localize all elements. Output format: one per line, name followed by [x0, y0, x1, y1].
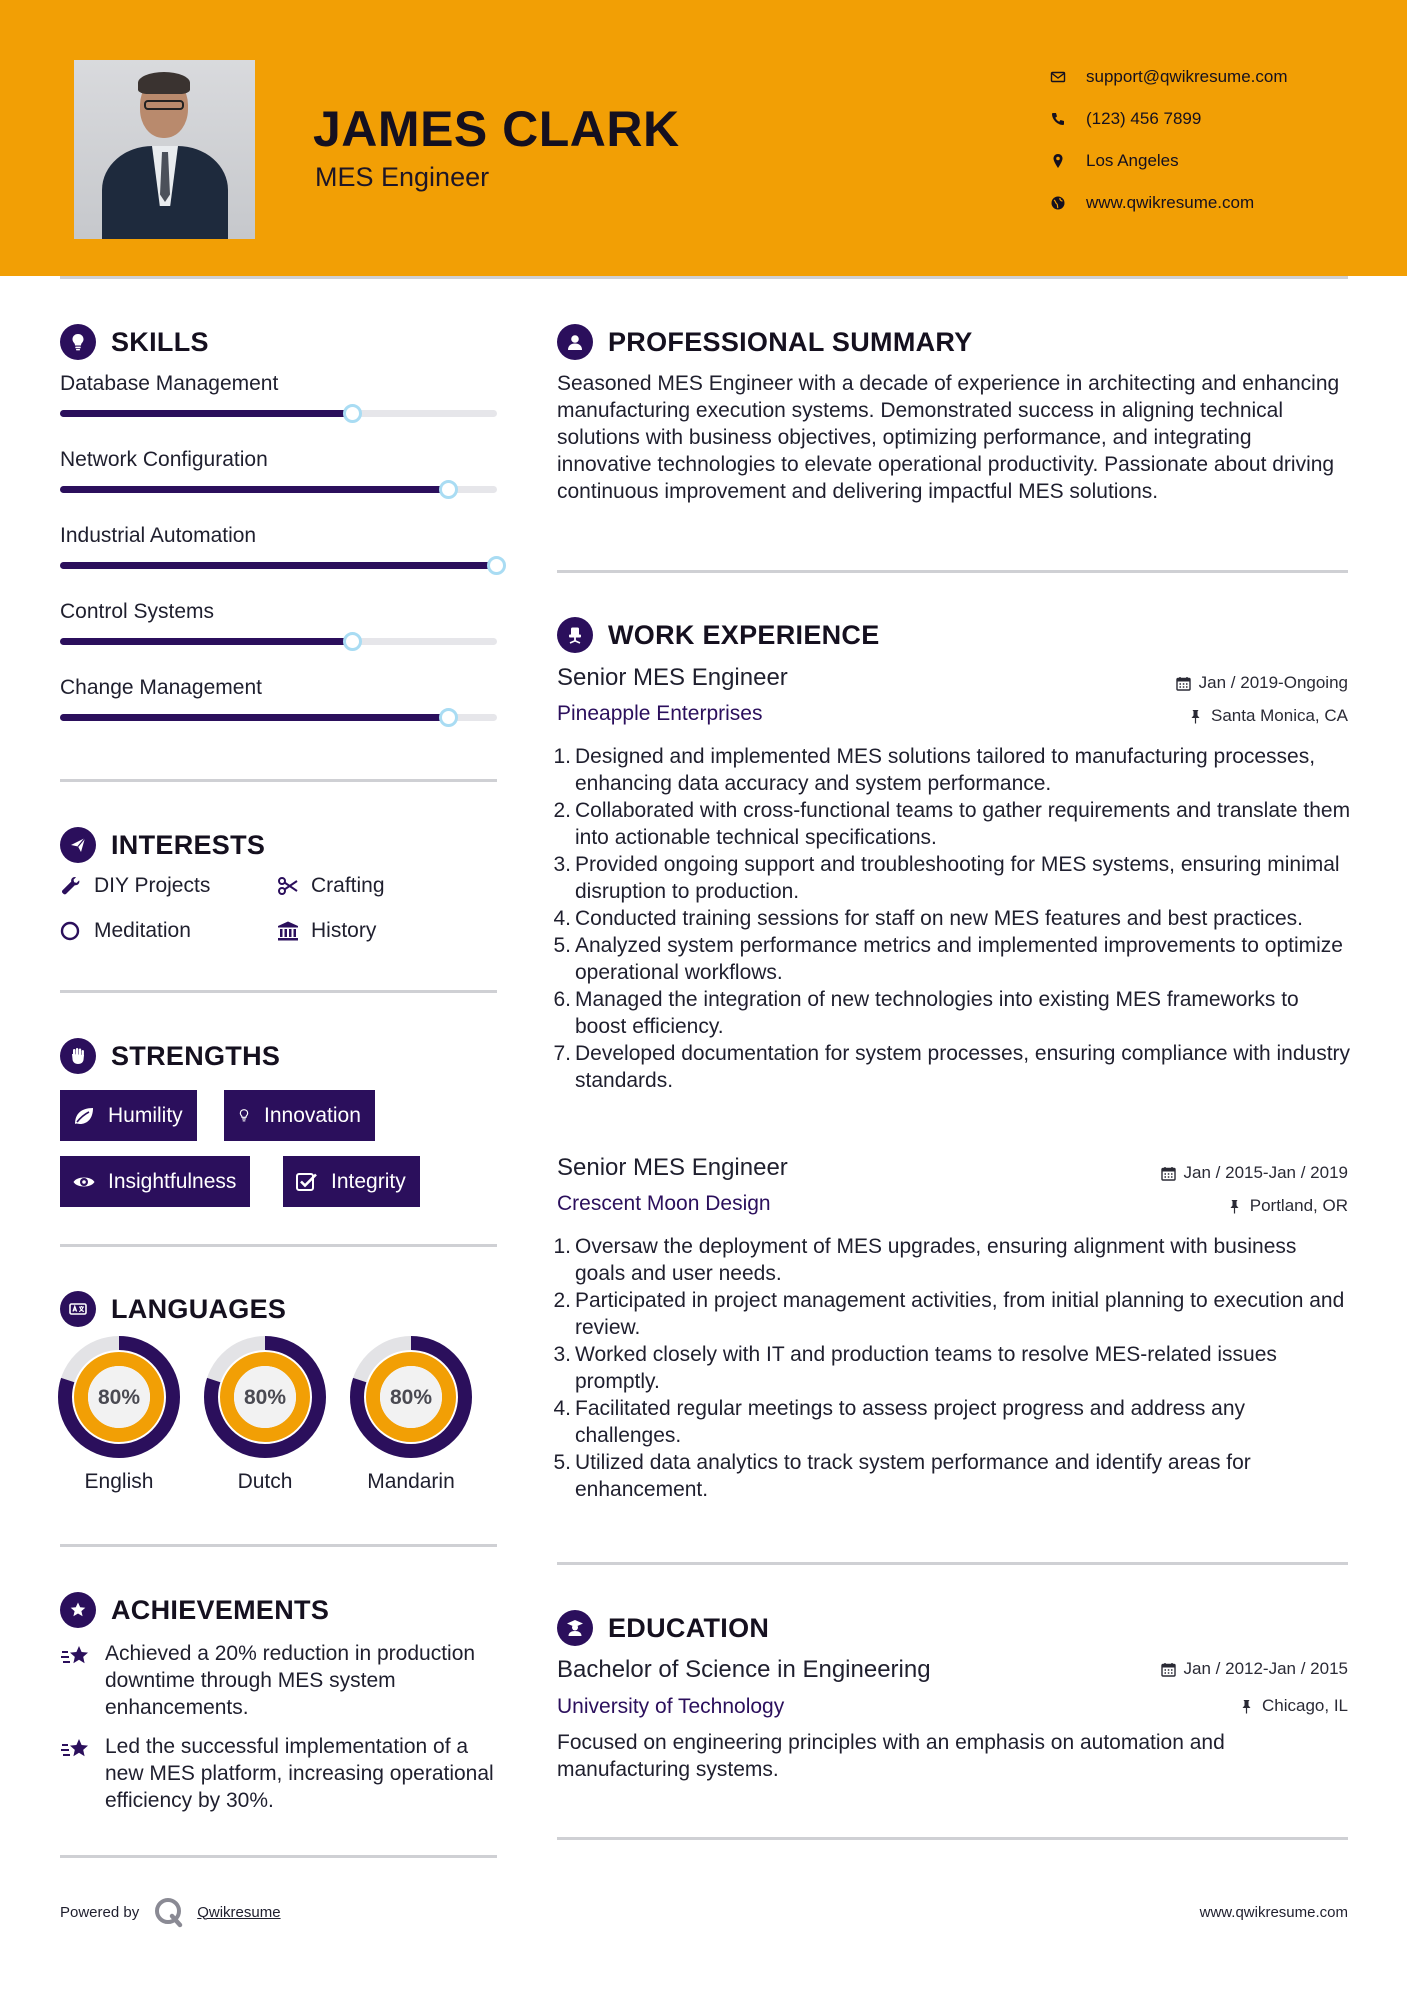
strength-badge	[60, 1090, 197, 1141]
raised-fist-icon	[60, 1038, 96, 1074]
section-divider	[60, 1244, 497, 1247]
language-item	[58, 1336, 180, 1494]
list-item-text: Conducted training sessions for staff on new MES features and best practices.	[575, 907, 1304, 930]
job-date	[1161, 1163, 1348, 1183]
list-item-text: Collaborated with cross-functional teams to gather requirements and translate them into actionable technical specifications.	[575, 799, 1351, 849]
list-item: 1. Oversaw the deployment of MES upgrades, ensuring alignment with business goals and user needs.	[552, 1233, 1352, 1287]
skill-bar-fill	[60, 486, 449, 493]
translate-icon	[60, 1291, 96, 1327]
skill-name: Change Management	[60, 676, 262, 699]
job-date	[1176, 673, 1348, 693]
shooting-star-icon	[60, 1735, 92, 1765]
skill-bar-fill	[60, 562, 497, 569]
eye-icon	[72, 1171, 96, 1193]
interest-label: DIY Projects	[94, 874, 211, 897]
achievements-title-text: ACHIEVEMENTS	[111, 1594, 330, 1625]
skill-bar-knob	[343, 632, 362, 651]
language-item	[350, 1336, 472, 1494]
strengths-title-text: STRENGTHS	[111, 1040, 281, 1071]
footer-url[interactable]: www.qwikresume.com	[1199, 1904, 1348, 1921]
interest-label: Meditation	[94, 919, 191, 942]
check-square-icon	[295, 1171, 319, 1193]
job-responsibilities	[552, 1233, 1352, 1503]
education-date	[1161, 1659, 1348, 1679]
qwikresume-logo-icon	[153, 1896, 185, 1928]
strength-label: Insightfulness	[108, 1169, 237, 1193]
interests-title-text: INTERESTS	[111, 829, 266, 860]
strengths-heading	[60, 1038, 280, 1074]
language-item	[204, 1336, 326, 1494]
achievement-text: Led the successful implementation of a new MES platform, increasing operational efficiency by 30%.	[105, 1735, 494, 1812]
lightbulb-icon	[60, 324, 96, 360]
skill-bar	[60, 714, 497, 721]
list-item-text: Utilized data analytics to track system performance and identify areas for enhancement.	[575, 1451, 1251, 1501]
list-item-text: Provided ongoing support and troubleshooting for MES systems, ensuring minimal disruption to production.	[575, 853, 1340, 903]
language-percent: 80%	[389, 1386, 433, 1409]
paper-plane-icon	[60, 827, 96, 863]
skill-bar	[60, 486, 497, 493]
shooting-star-icon	[60, 1642, 92, 1672]
list-item-text: Developed documentation for system processes, ensuring compliance with industry standards.	[575, 1042, 1351, 1092]
list-item-text: Designed and implemented MES solutions tailored to manufacturing processes, enhancing data accuracy and system performance.	[575, 745, 1316, 795]
section-divider	[557, 570, 1348, 573]
education-location-text: Chicago, IL	[1262, 1696, 1348, 1715]
header-banner	[0, 0, 1407, 276]
skill-bar-knob	[343, 404, 362, 423]
skill-item	[60, 676, 497, 700]
pushpin-icon	[1188, 709, 1203, 724]
languages-title-text: LANGUAGES	[111, 1293, 287, 1324]
job-title: Senior MES Engineer	[557, 664, 788, 691]
lightbulb-icon	[236, 1105, 252, 1127]
strength-label: Integrity	[331, 1169, 406, 1193]
list-item-text: Managed the integration of new technologies into existing MES frameworks to boost efficiency.	[575, 988, 1299, 1038]
calendar-icon	[1161, 1662, 1176, 1677]
language-percent: 80%	[97, 1386, 141, 1409]
language-ring-chart	[58, 1336, 180, 1458]
skills-heading	[60, 324, 209, 360]
list-item: 1. Designed and implemented MES solutions tailored to manufacturing processes, enhancing data accuracy and system performance.	[552, 743, 1352, 797]
list-item: 6. Managed the integration of new technologies into existing MES frameworks to boost efficiency.	[552, 986, 1352, 1040]
skill-bar-knob	[439, 708, 458, 727]
interest-item	[60, 874, 210, 898]
powered-by	[60, 1896, 281, 1928]
skill-bar	[60, 410, 497, 417]
interest-item	[60, 919, 191, 943]
circle-icon	[60, 920, 82, 942]
list-item-text: Participated in project management activities, from initial planning to execution and review.	[575, 1289, 1345, 1339]
globe-icon	[1050, 195, 1086, 211]
job-title: Senior MES Engineer	[557, 1154, 788, 1181]
list-item-text: Worked closely with IT and production teams to resolve MES-related issues promptly.	[575, 1343, 1277, 1393]
achievement-text: Achieved a 20% reduction in production downtime through MES system enhancements.	[105, 1642, 476, 1719]
company-name: Pineapple Enterprises	[557, 702, 763, 725]
strength-label: Humility	[108, 1103, 183, 1127]
list-item-text: Oversaw the deployment of MES upgrades, ensuring alignment with business goals and user needs.	[575, 1235, 1297, 1285]
education-date-text: Jan / 2012-Jan / 2015	[1183, 1659, 1348, 1678]
interests-heading	[60, 827, 265, 863]
skill-item	[60, 524, 497, 548]
skill-item	[60, 372, 497, 396]
scissors-icon	[277, 875, 299, 897]
education-title-text: EDUCATION	[608, 1612, 770, 1643]
education-location	[1239, 1696, 1348, 1716]
contact-website-text: www.qwikresume.com	[1086, 193, 1255, 212]
list-item: 7. Developed documentation for system processes, ensuring compliance with industry standards.	[553, 1042, 1351, 1092]
office-chair-icon	[557, 617, 593, 653]
degree-title: Bachelor of Science in Engineering	[557, 1656, 931, 1683]
skill-bar-fill	[60, 638, 353, 645]
skill-name: Control Systems	[60, 600, 215, 623]
calendar-icon	[1176, 676, 1191, 691]
skill-name: Database Management	[60, 372, 279, 395]
achievement-item	[60, 1733, 500, 1814]
list-item-text: Facilitated regular meetings to assess project progress and address any challenges.	[575, 1397, 1246, 1447]
job-location-text: Santa Monica, CA	[1210, 706, 1348, 725]
header-divider	[60, 276, 1348, 279]
contact-phone[interactable]	[1050, 98, 1380, 140]
section-divider	[60, 990, 497, 993]
user-icon	[557, 324, 593, 360]
summary-title-text: PROFESSIONAL SUMMARY	[608, 326, 973, 357]
leaf-icon	[72, 1105, 96, 1127]
job-responsibilities	[552, 743, 1352, 1094]
list-item-text: Analyzed system performance metrics and implemented improvements to optimize operational workflows.	[575, 934, 1343, 984]
education-heading	[557, 1610, 769, 1646]
skills-title-text: SKILLS	[111, 326, 209, 357]
list-item: 3. Worked closely with IT and production teams to resolve MES-related issues promptly.	[552, 1341, 1352, 1395]
section-divider	[557, 1562, 1348, 1565]
list-item: 5. Analyzed system performance metrics and implemented improvements to optimize operational workflows.	[552, 932, 1352, 986]
qwikresume-link[interactable]: Qwikresume	[197, 1903, 281, 1921]
skill-name: Industrial Automation	[60, 524, 257, 547]
school-name: University of Technology	[557, 1695, 785, 1718]
language-name: Dutch	[237, 1470, 293, 1493]
section-divider	[60, 1544, 497, 1547]
contact-email[interactable]	[1050, 56, 1380, 98]
skill-item	[60, 448, 497, 472]
contact-phone-text: (123) 456 7899	[1086, 109, 1202, 128]
list-item: 2. Collaborated with cross-functional teams to gather requirements and translate them into actionable technical specifications.	[553, 799, 1351, 849]
experience-heading	[557, 617, 880, 653]
job-date-text: Jan / 2019-Ongoing	[1198, 673, 1348, 692]
envelope-icon	[1050, 69, 1086, 85]
list-item: 2. Participated in project management activities, from initial planning to execution and review.	[552, 1287, 1352, 1341]
language-percent: 80%	[243, 1386, 287, 1409]
strength-badge	[283, 1156, 420, 1207]
map-pin-icon	[1050, 153, 1086, 169]
experience-title-text: WORK EXPERIENCE	[608, 619, 880, 650]
interest-item	[277, 919, 376, 943]
phone-icon	[1050, 111, 1086, 127]
strength-label: Innovation	[264, 1103, 361, 1127]
skill-bar-knob	[487, 556, 506, 575]
interest-label: Crafting	[311, 874, 385, 897]
strength-badge	[224, 1090, 375, 1141]
contact-list	[1050, 56, 1380, 224]
languages-heading	[60, 1291, 286, 1327]
skill-name: Network Configuration	[60, 448, 268, 471]
job-location-text: Portland, OR	[1249, 1196, 1348, 1215]
profile-photo	[74, 60, 255, 239]
list-item: 4. Facilitated regular meetings to assess project progress and address any challenges.	[552, 1395, 1352, 1449]
interest-item	[277, 874, 385, 898]
job-location	[1188, 706, 1348, 726]
summary-heading	[557, 324, 973, 360]
language-ring-chart	[204, 1336, 326, 1458]
graduate-icon	[557, 1610, 593, 1646]
wrench-icon	[60, 875, 82, 897]
skill-bar-knob	[439, 480, 458, 499]
candidate-name: JAMES CLARK	[313, 101, 680, 157]
skill-bar	[60, 638, 497, 645]
contact-website[interactable]	[1050, 182, 1380, 224]
calendar-icon	[1161, 1166, 1176, 1181]
job-location	[1227, 1196, 1348, 1216]
list-item: 5. Utilized data analytics to track system performance and identify areas for enhancement.	[552, 1449, 1352, 1503]
job-date-text: Jan / 2015-Jan / 2019	[1183, 1163, 1348, 1182]
achievement-item	[60, 1640, 500, 1721]
section-divider	[557, 1837, 1348, 1840]
contact-location-text: Los Angeles	[1086, 151, 1179, 170]
list-item: 4. Conducted training sessions for staff on new MES features and best practices.	[553, 907, 1304, 930]
skill-bar	[60, 562, 497, 569]
candidate-title: MES Engineer	[315, 162, 490, 192]
pushpin-icon	[1239, 1699, 1254, 1714]
company-name: Crescent Moon Design	[557, 1192, 771, 1215]
section-divider	[60, 779, 497, 782]
star-badge-icon	[60, 1592, 96, 1628]
museum-icon	[277, 920, 299, 942]
language-name: English	[84, 1470, 154, 1493]
summary-text: Seasoned MES Engineer with a decade of experience in architecting and enhancing manufacturing execution systems. Demonstrated success in aligning technical solutions with business objectives, optimizing performance, and integrating innovative technologies to elevate operational productivity. Passionate about driving continuous improvement and delivering impactful MES solutions.	[557, 372, 1340, 503]
interest-label: History	[311, 919, 377, 942]
contact-email-text: support@qwikresume.com	[1086, 67, 1288, 86]
skill-bar-fill	[60, 714, 449, 721]
language-name: Mandarin	[367, 1470, 455, 1493]
contact-location	[1050, 140, 1380, 182]
strength-badge	[60, 1156, 250, 1207]
language-ring-chart	[350, 1336, 472, 1458]
list-item: 3. Provided ongoing support and troubleshooting for MES systems, ensuring minimal disruption to production.	[552, 851, 1352, 905]
powered-by-label: Powered by	[60, 1903, 140, 1921]
pushpin-icon	[1227, 1199, 1242, 1214]
section-divider	[60, 1855, 497, 1858]
skill-item	[60, 600, 497, 624]
achievements-heading	[60, 1592, 329, 1628]
skill-bar-fill	[60, 410, 353, 417]
education-description: Focused on engineering principles with an emphasis on automation and manufacturing systems.	[557, 1731, 1225, 1781]
